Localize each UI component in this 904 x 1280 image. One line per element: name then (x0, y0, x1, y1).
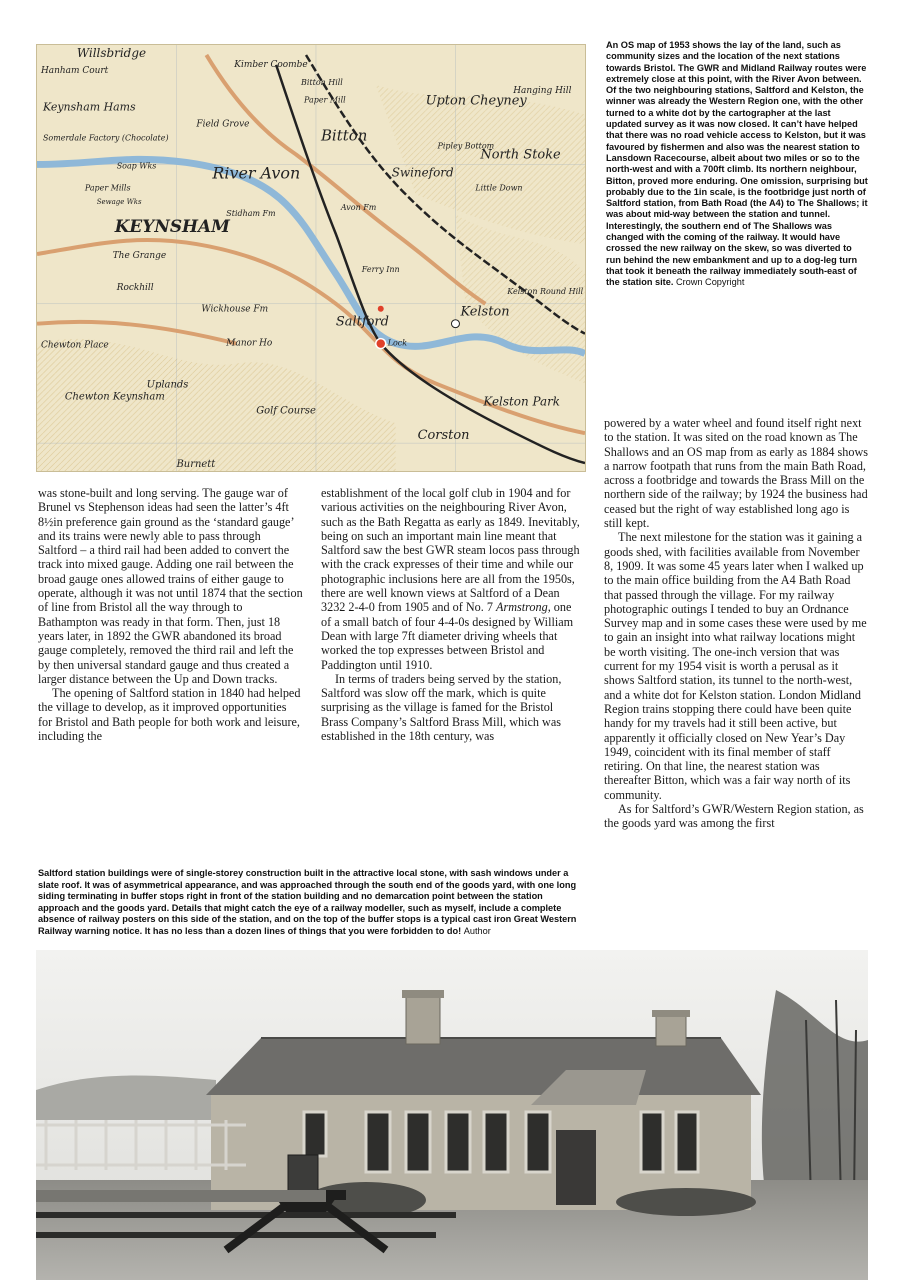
map-label: Paper Mill (304, 95, 346, 105)
paragraph (321, 486, 583, 672)
map-label: Kelston (460, 304, 510, 320)
map-label: Upton Cheyney (425, 93, 527, 109)
map-label: Field Grove (196, 119, 250, 130)
photo-caption-credit: Author (463, 925, 491, 936)
map-label: River Avon (212, 163, 301, 183)
article-column-2 (321, 486, 583, 743)
os-map-graphic (37, 45, 585, 471)
paragraph: The opening of Saltford station in 1840 had helped the village to develop, as it improved opportunities for Bristol and Bath people for both work and leisure, including the (38, 686, 301, 744)
map-label: Stidham Fm (226, 209, 276, 219)
kelston-station-marker (451, 320, 459, 328)
map-label: North Stoke (480, 147, 561, 163)
map-label: Sewage Wks (96, 198, 142, 207)
map-label: Avon Fm (340, 203, 377, 213)
saltford-station-marker (376, 339, 386, 349)
map-label: Kelston Park (483, 394, 561, 409)
map-label: Chewton Place (40, 340, 109, 351)
paragraph: powered by a water wheel and found itself right next to the station. It was sited on the road known as The Shallows and an OS map from as early as 1884 shows a narrow footpath that runs from the main Bath Road, across a footbridge and towards the Brass Mill on the northern side of the railway; by 1924 the business had ceased but the right of way established long ago is still kept. (604, 416, 869, 531)
map-label: Ferry Inn (361, 264, 400, 274)
map-label: Wickhouse Fm (201, 304, 269, 315)
map-label: KEYNSHAM (114, 216, 230, 237)
map-label: Chewton Keynsham (64, 391, 165, 403)
map-label: Hanham Court (40, 65, 109, 76)
map-label: Manor Ho (226, 338, 273, 349)
map-label: Corston (417, 428, 470, 444)
loco-name: Armstrong, (496, 600, 551, 615)
saltford-station-photo (36, 950, 868, 1280)
map-label: Golf Course (256, 405, 316, 417)
paragraph-text: establishment of the local golf club in 1904 and for various activities on the neighbouring River Avon, such as the Bath Regatta as early as 1849. Inevitably, being on such an important main line meant that Saltford saw the best GWR steam locos pass through with the crack expresses of their time and while our photographic inclusions here are all from the 1950s, there are well known views at Saltford of a Dean 3232 2-4-0 from 1905 and of No. 7 (321, 486, 580, 615)
paragraph-text: one of a small batch of four 4-4-0s designed by William Dean with large 7ft diameter driving wheels that worked the top expresses between Bristol and Paddington until 1910. (321, 600, 574, 672)
map-label: Bitton (320, 126, 368, 145)
paragraph: The next milestone for the station was it gaining a goods shed, with facilities available from November 8, 1909. It was some 45 years later when I walked up to the main office building from the A4 Bath Road that passed through the village. For my railway photographic outings I tended to buy an Ordnance Survey map and in some cases these were used by me to gain an insight into what railway locations might be worth visiting. The one-inch version that was current for my 1954 visit is worth a perusal as it shows Saltford station, its tunnel to the north-west, and a white dot for Kelston station. London Midland Region trains stopping there could have been quite handy for my travels had it still been active, but apparently it officially closed on New Year’s Day 1949, coincident with its final member of staff retiring. On that line, the nearest station was thereafter Bitton, which was a fair way north of its community. (604, 530, 867, 802)
paragraph: was stone-built and long serving. The gauge war of Brunel vs Stephenson ideas had seen the latter’s 4ft 8½in preference gain ground as the ‘standard gauge’ and its trains were newly able to pass through Saltford – a third rail had been added to convert the track into mixed gauge. Adding one rail between the broad gauge ones allowed trains of either gauge to operate, although it was not until 1874 that the section of line from Bristol all the way through to Bathampton was ready in that form. Then, just 18 years later, in 1892 the GWR abandoned its broad gauge completely, removed the third rail and left the by then universal standard gauge and thus created a larger distance between the Up and Down tracks. (38, 486, 303, 686)
map-label: Soap Wks (116, 161, 157, 171)
map-label: Bitton Hill (301, 77, 343, 87)
photo-caption-text: Saltford station buildings were of single-storey construction built in the attractive local stone, with sash windows under a slate roof. It was of asymmetrical appearance, and was approached through the south end of the goods yard, with one long siding terminating in buffer stops right in front of the station building and no demarcation point between the station approach and the goods yard. Details that might catch the eye of a railway modeller, such as myself, include a complete absence of railway posters on this side of the station, and on the top of the buffer stops is a typical cast iron Great Western Railway warning notice. It has no less than a dozen lines of things that you were forbidden to do! (38, 868, 577, 936)
station-photo-graphic (36, 950, 868, 1280)
map-label: Burnett (176, 459, 216, 471)
article-column-3 (604, 416, 869, 831)
os-map-1953 (36, 44, 586, 472)
paragraph: As for Saltford’s GWR/Western Region station, as the goods yard was among the first (604, 802, 864, 831)
map-label: Paper Mills (84, 183, 131, 193)
map-label: Little Down (475, 183, 523, 193)
map-label: Willsbridge (76, 45, 147, 60)
map-label: Saltford (335, 314, 389, 330)
map-label: Rockhill (116, 282, 154, 293)
map-label: Kimber Coombe (234, 59, 308, 70)
map-label: Swineford (391, 165, 454, 180)
map-label: Uplands (146, 379, 189, 391)
map-label: Keynsham Hams (42, 100, 136, 114)
map-label: Lock (387, 338, 408, 348)
map-label: Hanging Hill (513, 85, 572, 96)
map-caption (606, 40, 868, 289)
paragraph: In terms of traders being served by the station, Saltford was slow off the mark, which is quite surprising as the village is famed for the Bristol Brass Company’s Saltford Brass Mill, which was established in the 18th century, was (321, 671, 562, 744)
map-label: Kelston Round Hill (507, 286, 584, 296)
map-caption-credit: Crown Copyright (675, 277, 745, 288)
article-column-1 (38, 486, 303, 743)
photo-caption (38, 868, 583, 938)
map-caption-text: An OS map of 1953 shows the lay of the land, such as community sizes and the location of the next stations towards Bristol. The GWR and Midland Railway routes were extremely close at this point, with the River Avon between. Of the two neighbouring stations, Saltford and Kelston, the winner was already the Western Region one, with the other turned to a white dot by the cartographer at the last updated survey as it was now closed. It can’t have helped that there was no road vehicle access to Kelston, but it was favoured by fishermen and also was the nearest station to Lansdown Racecourse, albeit about two miles or so to the north-west and with a 700ft climb. Its northern neighbour, Bitton, proved more enduring. One omission, surprising but probably due to the 1in scale, is the footbridge just north of Saltford station, from Bath Road (the A4) to The Shallows; it was about mid-way between the station and tunnel. Interestingly, the southern end of The Shallows was changed with the coming of the railway. It would have crossed the new railway on the skew, so was diverted to run behind the new embankment and up to a dog-leg turn that took it beneath the railway immediately south-east of the station site. (606, 40, 868, 288)
map-label: Somerdale Factory (Chocolate) (42, 133, 169, 143)
map-label: The Grange (112, 251, 167, 261)
map-label: Pipley Bottom (437, 141, 495, 151)
